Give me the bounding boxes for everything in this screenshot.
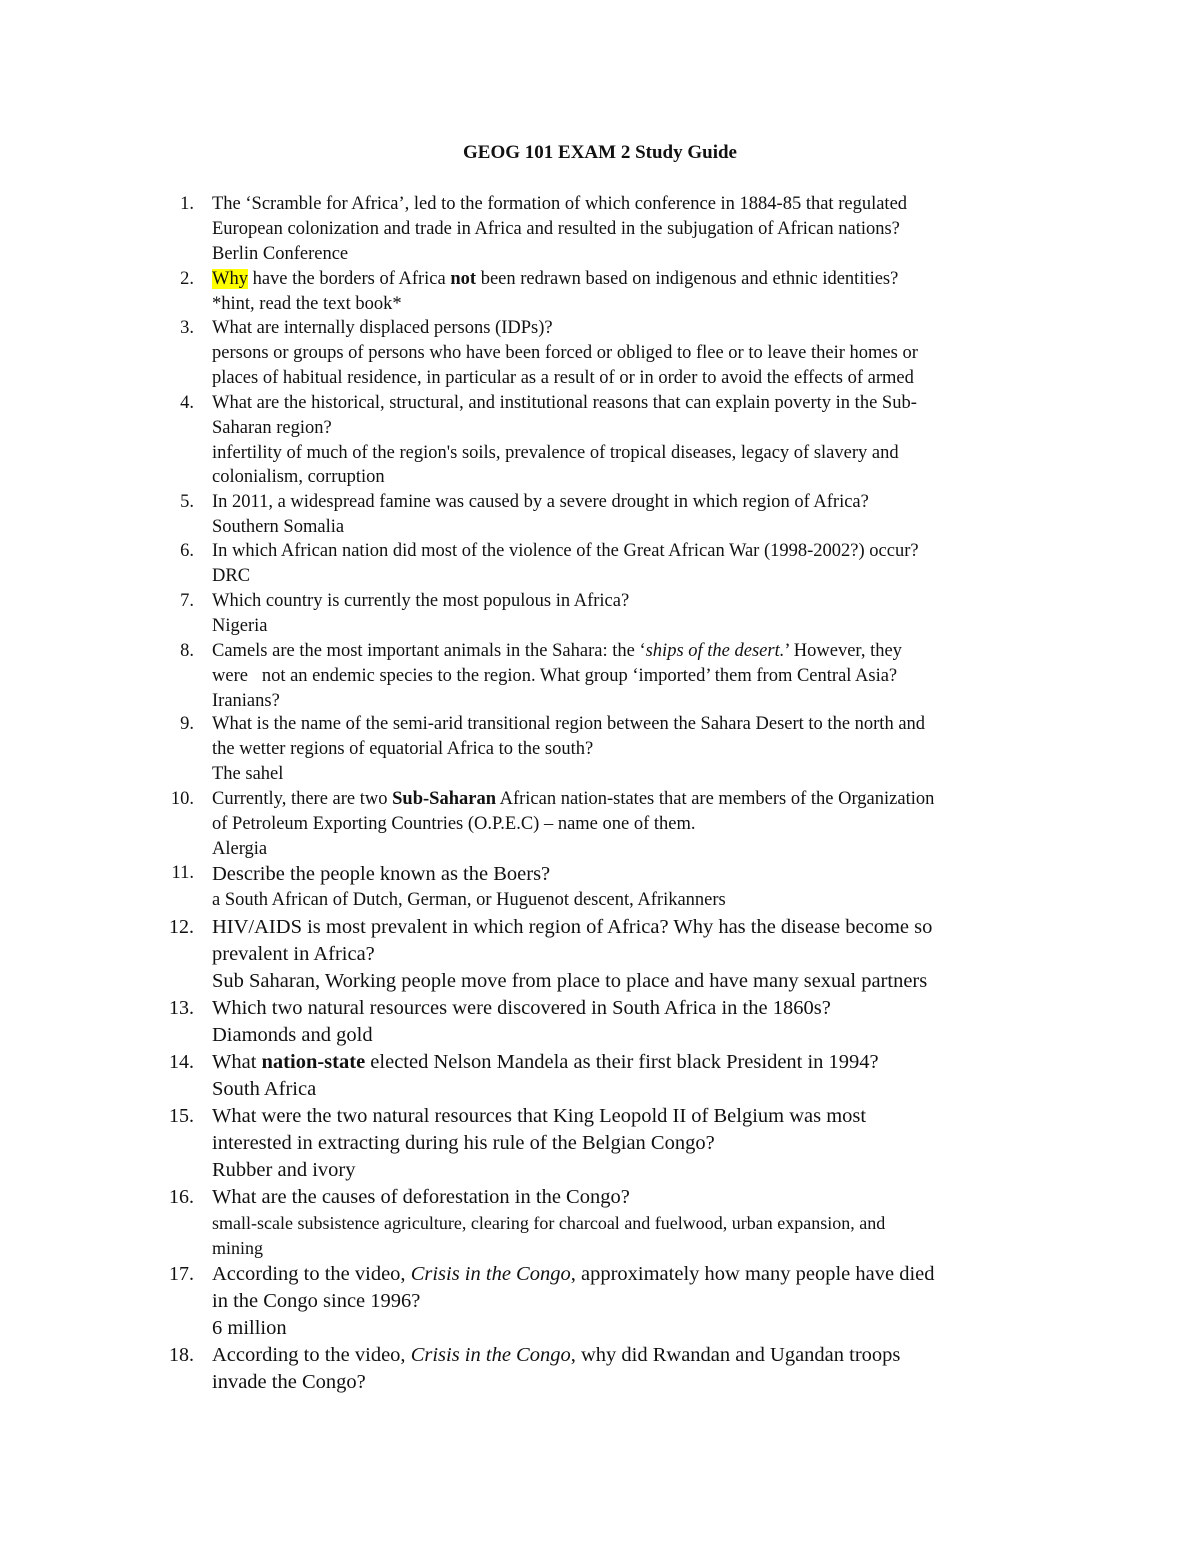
item-number: 8. (180, 641, 194, 661)
item-body (212, 712, 1072, 786)
question-text: In which African nation did most of the violence of the Great African War (1998-2002?) occur? (212, 541, 919, 561)
answer-text: persons or groups of persons who have been forced or obliged to flee or to leave their homes or (212, 342, 918, 363)
question-text (212, 639, 1072, 664)
question-text-part: Currently, there are two (212, 789, 393, 809)
answer-text: Iranians? (212, 690, 280, 711)
answer-text: Rubber and ivory (212, 1158, 356, 1181)
answer-text: Southern Somalia (212, 516, 345, 537)
question-text: prevalent in Africa? (212, 942, 375, 965)
question-text: of Petroleum Exporting Countries (O.P.E.C) – name one of them. (212, 813, 696, 834)
item-number: 7. (180, 591, 194, 611)
question-text (212, 787, 1072, 812)
page-title: GEOG 101 EXAM 2 Study Guide (463, 142, 737, 163)
answer-text: a South African of Dutch, German, or Huguenot descent, Afrikanners (212, 890, 726, 910)
italic-phrase: ships of the desert. (645, 641, 785, 661)
item-body (212, 192, 1072, 266)
question-text-part: elected Nelson Mandela as their first black President in 1994? (365, 1051, 879, 1073)
item-body (212, 316, 1072, 390)
item-body (212, 914, 1072, 994)
question-text: What is the name of the semi-arid transitional region between the Sahara Desert to the north and (212, 714, 926, 734)
question-text: Which two natural resources were discovered in South Africa in the 1860s? (212, 997, 831, 1019)
question-text-part: , why did Rwandan and Ugandan troops (570, 1344, 901, 1366)
question-text: were not an endemic species to the region. What group ‘imported’ them from Central Asia? (212, 665, 898, 686)
question-text-part: African nation-states that are members of the Organization (496, 789, 935, 809)
question-text-part: have the borders of Africa (247, 269, 451, 289)
answer-text: places of habitual residence, in particular as a result of or in order to avoid the effects of armed (212, 367, 914, 388)
item-body (212, 490, 1072, 540)
answer-text: small-scale subsistence agriculture, clearing for charcoal and fuelwood, urban expansion, and (212, 1213, 886, 1233)
italic-phrase: Crisis in the Congo (410, 1263, 571, 1285)
item-body (212, 861, 1072, 913)
question-text: HIV/AIDS is most prevalent in which region of Africa? Why has the disease become so (212, 916, 933, 938)
answer-text: Alergia (212, 838, 268, 859)
question-text-part: Camels are the most important animals in the Sahara: the ‘ (212, 641, 646, 661)
item-body (212, 639, 1072, 713)
question-text-part: been redrawn based on indigenous and ethnic identities? (476, 269, 899, 289)
item-number: 16. (169, 1186, 194, 1208)
item-number: 6. (180, 541, 194, 561)
question-text: What were the two natural resources that King Leopold II of Belgium was most (212, 1105, 867, 1127)
answer-text: mining (212, 1238, 264, 1258)
question-text-part: According to the video, (212, 1344, 411, 1366)
answer-text: South Africa (212, 1077, 317, 1100)
item-number: 15. (169, 1105, 194, 1127)
question-text: invade the Congo? (212, 1370, 366, 1393)
item-number: 11. (171, 863, 194, 883)
bold-word: Sub-Saharan (392, 789, 496, 809)
question-text-part: ’ However, they (784, 641, 902, 661)
question-text: Which country is currently the most populous in Africa? (212, 591, 630, 611)
item-body (212, 787, 1072, 861)
item-body (212, 1261, 1072, 1341)
highlighted-word: Why (212, 269, 248, 289)
question-text: In 2011, a widespread famine was caused by a severe drought in which region of Africa? (212, 492, 869, 512)
item-number: 1. (180, 194, 194, 214)
item-number: 17. (169, 1263, 194, 1285)
item-body (212, 1184, 1072, 1261)
question-text (212, 267, 1072, 292)
item-body (212, 1103, 1072, 1183)
question-text: What are the causes of deforestation in the Congo? (212, 1186, 630, 1208)
question-text-part: , approximately how many people have died (570, 1263, 935, 1285)
question-text-part: According to the video, (212, 1263, 411, 1285)
item-body (212, 1342, 1072, 1396)
item-number: 5. (180, 492, 194, 512)
bold-word: not (450, 269, 477, 289)
italic-phrase: Crisis in the Congo (410, 1344, 571, 1366)
question-text (212, 1049, 1072, 1076)
item-number: 3. (180, 318, 194, 338)
question-text: What are the historical, structural, and institutional reasons that can explain poverty in the Sub- (212, 393, 917, 413)
item-body (212, 539, 1072, 589)
answer-text: DRC (212, 565, 251, 586)
answer-text: 6 million (212, 1316, 287, 1339)
question-text: The ‘Scramble for Africa’, led to the formation of which conference in 1884-85 that regulated (212, 194, 908, 214)
item-number: 2. (180, 269, 194, 289)
answer-text: colonialism, corruption (212, 467, 385, 488)
question-text: interested in extracting during his rule of the Belgian Congo? (212, 1131, 715, 1154)
item-body (212, 391, 1072, 490)
question-text: European colonization and trade in Africa and resulted in the subjugation of African nations? (212, 218, 900, 239)
question-text (212, 1342, 1072, 1369)
answer-text: *hint, read the text book* (212, 293, 402, 314)
item-number: 9. (180, 714, 194, 734)
item-number: 18. (169, 1344, 194, 1366)
question-text: What are internally displaced persons (IDPs)? (212, 318, 553, 338)
answer-text: Nigeria (212, 615, 268, 636)
answer-text: Berlin Conference (212, 243, 349, 264)
bold-word: nation-state (261, 1051, 366, 1073)
answer-text: Diamonds and gold (212, 1023, 373, 1046)
item-body (212, 1049, 1072, 1103)
item-number: 14. (169, 1051, 194, 1073)
answer-text: The sahel (212, 763, 284, 784)
answer-text: Sub Saharan, Working people move from place to place and have many sexual partners (212, 969, 928, 992)
question-text (212, 1261, 1072, 1288)
item-number: 12. (169, 916, 194, 938)
question-text: the wetter regions of equatorial Africa to the south? (212, 738, 594, 759)
item-number: 4. (180, 393, 194, 413)
question-text-part: What (212, 1051, 262, 1073)
question-text: Describe the people known as the Boers? (212, 863, 551, 885)
question-text: Saharan region? (212, 417, 332, 438)
answer-text: infertility of much of the region's soils, prevalence of tropical diseases, legacy of slavery and (212, 442, 899, 463)
item-number: 10. (170, 789, 194, 809)
question-text: in the Congo since 1996? (212, 1289, 421, 1312)
item-body (212, 995, 1072, 1049)
item-number: 13. (169, 997, 194, 1019)
item-body (212, 267, 1072, 317)
item-body (212, 589, 1072, 639)
